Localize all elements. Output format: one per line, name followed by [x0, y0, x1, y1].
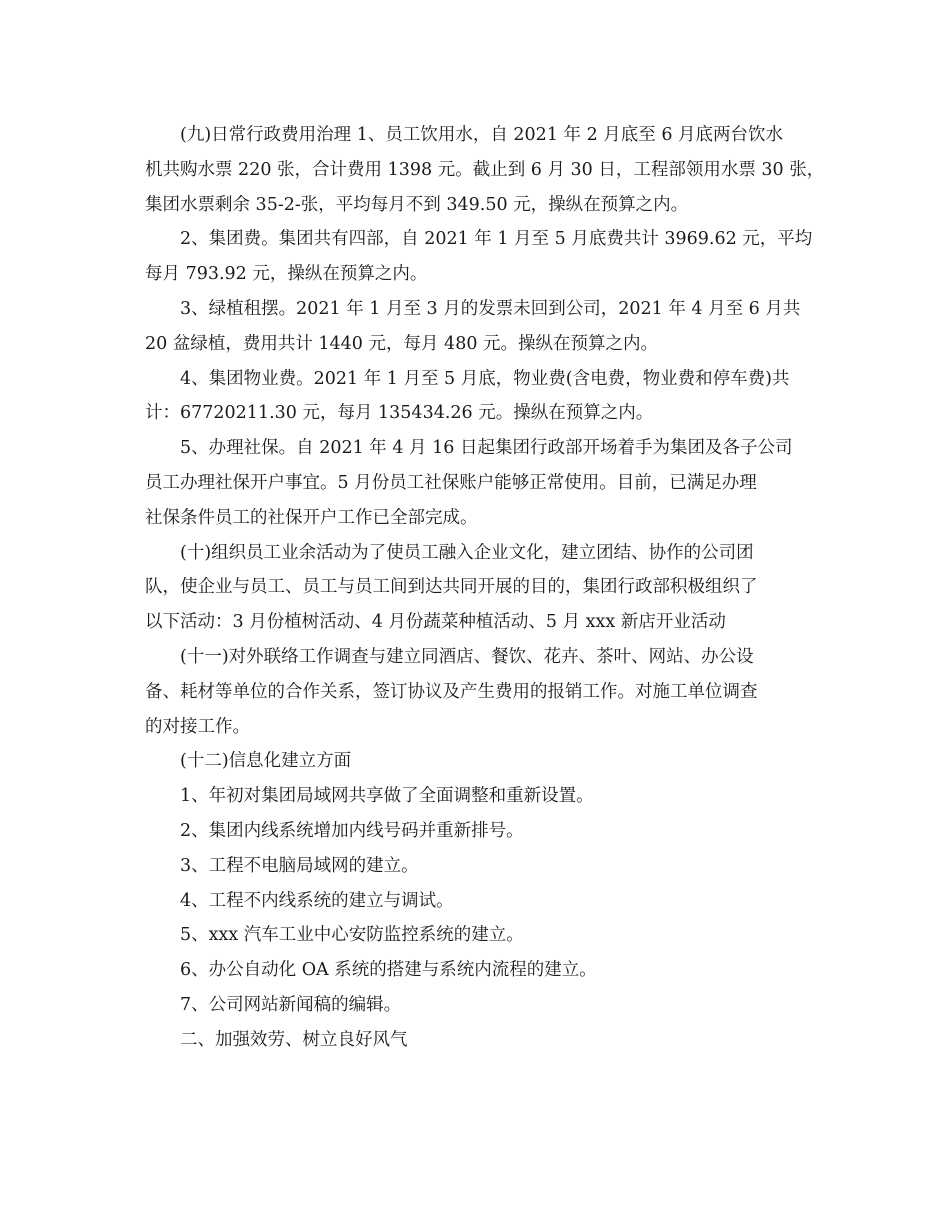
text-line: 备、耗材等单位的合作关系，签订协议及产生费用的报销工作。对施工单位调查 — [145, 681, 758, 702]
paragraph — [145, 953, 805, 988]
text-line: 2、集团内线系统增加内线号码并重新排号。 — [180, 820, 524, 841]
paragraph — [145, 884, 805, 919]
text-line: (十一)对外联络工作调查与建立同酒店、餐饮、花卉、茶叶、网站、办公设 — [180, 646, 754, 667]
text-line: 3、绿植租摆。2021 年 1 月至 3 月的发票未回到公司，2021 年 4 月至 6 月共 — [180, 298, 801, 319]
paragraph — [145, 779, 805, 814]
text-line: (十)组织员工业余活动为了使员工融入企业文化，建立团结、协作的公司团 — [180, 542, 754, 563]
paragraph — [145, 640, 805, 744]
text-line: 计：67720211.30 元，每月 135434.26 元。操纵在预算之内。 — [145, 403, 654, 424]
paragraph — [145, 918, 805, 953]
paragraph — [145, 1023, 805, 1058]
text-line: 7、公司网站新闻稿的编辑。 — [180, 994, 402, 1015]
text-line: 队，使企业与员工、员工与员工间到达共同开展的目的，集团行政部积极组织了 — [145, 577, 758, 598]
text-line: 5、办理社保。自 2021 年 4 月 16 日起集团行政部开场着手为集团及各子公司 — [180, 438, 793, 459]
text-line: 1、年初对集团局域网共享做了全面调整和重新设置。 — [180, 786, 594, 807]
text-line: 4、工程不内线系统的建立与调试。 — [180, 890, 454, 911]
paragraph — [145, 222, 813, 292]
text-line: (十二)信息化建立方面 — [180, 751, 352, 772]
paragraph — [145, 744, 805, 779]
text-line: 二、加强效劳、树立良好风气 — [180, 1029, 408, 1050]
text-line: 4、集团物业费。2021 年 1 月至 5 月底，物业费(含电费，物业费和停车费)共 — [180, 368, 790, 389]
text-line: 集团水票剩余 35-2-张，平均每月不到 349.50 元，操纵在预算之内。 — [145, 194, 689, 215]
paragraph — [145, 362, 805, 432]
paragraph — [145, 431, 805, 535]
text-line: 的对接工作。 — [145, 716, 250, 737]
text-line: 5、xxx 汽车工业中心安防监控系统的建立。 — [180, 925, 524, 946]
text-line: 3、工程不电脑局域网的建立。 — [180, 855, 419, 876]
text-line: (九)日常行政费用治理 1、员工饮用水，自 2021 年 2 月底至 6 月底两台饮水 — [180, 125, 784, 145]
paragraph — [145, 814, 805, 849]
paragraph — [145, 118, 825, 222]
text-line: 机共购水票 220 张，合计费用 1398 元。截止到 6 月 30 日，工程部领用水票 30 张， — [145, 159, 825, 180]
text-line: 2、集团费。集团共有四部，自 2021 年 1 月至 5 月底费共计 3969.62 元，平均 — [180, 229, 813, 250]
text-line: 20 盆绿植，费用共计 1440 元，每月 480 元。操纵在预算之内。 — [145, 333, 659, 354]
text-line: 社保条件员工的社保开户工作已全部完成。 — [145, 507, 478, 528]
paragraph — [145, 988, 805, 1023]
document-body — [145, 118, 825, 1058]
paragraph — [145, 849, 805, 884]
text-line: 每月 793.92 元，操纵在预算之内。 — [145, 264, 428, 285]
text-line: 6、办公自动化 OA 系统的搭建与系统内流程的建立。 — [180, 960, 597, 981]
paragraph — [145, 536, 805, 640]
text-line: 员工办理社保开户事宜。5 月份员工社保账户能够正常使用。目前，已满足办理 — [145, 472, 757, 493]
text-line: 以下活动：3 月份植树活动、4 月份蔬菜种植活动、5 月 xxx 新店开业活动 — [145, 612, 726, 633]
paragraph — [145, 292, 805, 362]
